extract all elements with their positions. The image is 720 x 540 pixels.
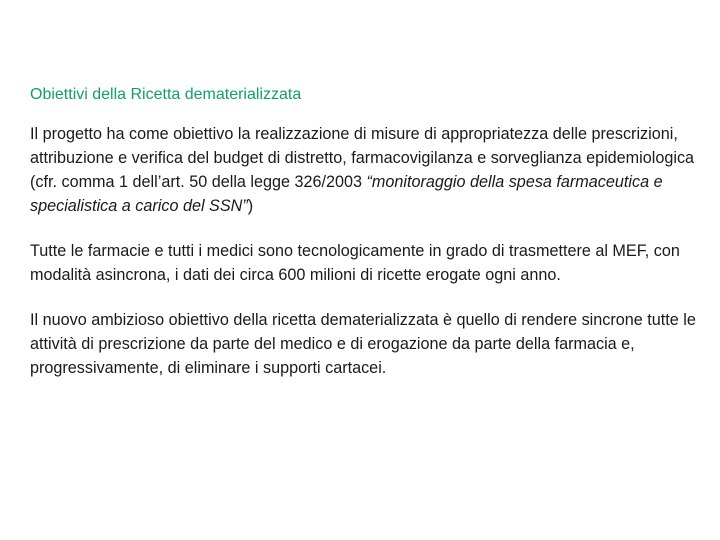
- closing-parenthesis: ): [247, 197, 254, 215]
- slide-content: [30, 84, 702, 401]
- paragraph-new-objective: Il nuovo ambizioso obiettivo della ricetta dematerializzata è quello di rendere sincrone tutte le attività di prescrizione da parte del medico e di erogazione da parte della farmacia e, progressivamente, di eliminare i supporti cartacei.: [30, 311, 696, 377]
- paragraph-objective: [30, 122, 702, 218]
- slide-heading: Obiettivi della Ricetta dematerializzata: [30, 86, 302, 103]
- law-quote: “monitoraggio della spesa farmaceutica e specialistica a carico del SSN”: [30, 173, 663, 215]
- paragraph-pharmacies: Tutte le farmacie e tutti i medici sono tecnologicamente in grado di trasmettere al MEF, con modalità asincrona, i dati dei circa 600 milioni di ricette erogate ogni anno.: [30, 242, 680, 284]
- paragraph-objective-text: Il progetto ha come obiettivo la realizzazione di misure di appropriatezza delle prescrizioni, attribuzione e verifica del budget di distretto, farmacovigilanza e sorveglianza epidemiologica (cfr. comma 1 dell’art. 50 della legge 326/2003: [30, 125, 695, 191]
